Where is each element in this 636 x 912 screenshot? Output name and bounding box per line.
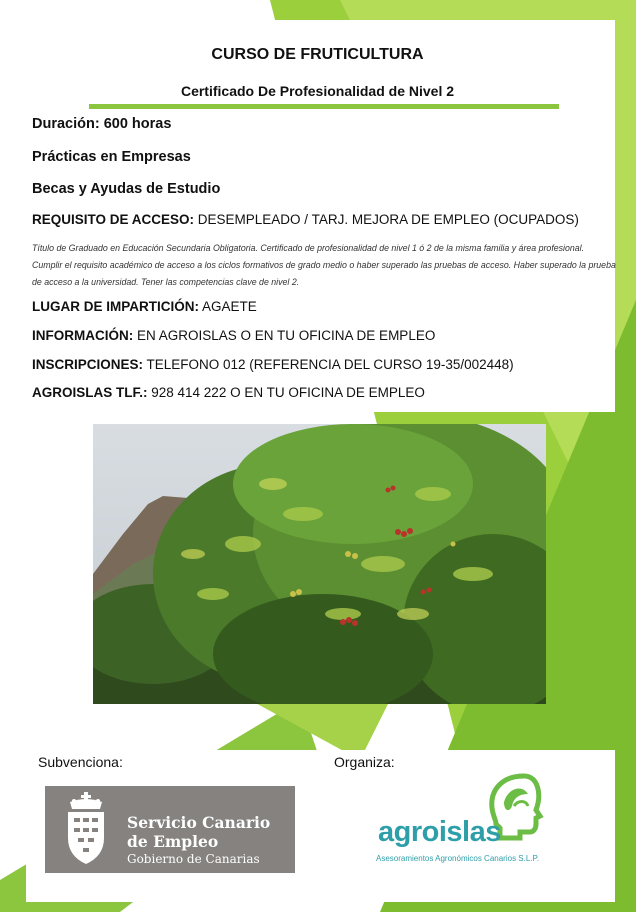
grants-text: Becas y Ayudas de Estudio (32, 181, 221, 197)
registration-label: INSCRIPCIONES: (32, 357, 144, 372)
place-line (32, 299, 257, 314)
registration-value: TELEFONO 012 (REFERENCIA DEL CURSO 19-35/002448) (143, 357, 514, 372)
agroislas-wordmark: agroislas (378, 816, 501, 848)
phone-value: 928 414 222 O EN TU OFICINA DE EMPLEO (147, 385, 425, 400)
canary-islands-coat-of-arms-icon (62, 792, 110, 868)
title-divider (89, 104, 559, 109)
access-requirement (32, 212, 579, 227)
practices-text: Prácticas en Empresas (32, 149, 191, 165)
information-value: EN AGROISLAS O EN TU OFICINA DE EMPLEO (133, 328, 436, 343)
servicio-canario-empleo-logo (45, 786, 295, 873)
duration-text: Duración: 600 horas (32, 116, 172, 132)
sce-name-line1: Servicio Canario (127, 813, 271, 832)
registration-line (32, 357, 514, 372)
place-value: AGAETE (199, 299, 257, 314)
sce-government: Gobierno de Canarias (127, 852, 260, 866)
place-label: LUGAR DE IMPARTICIÓN: (32, 299, 199, 314)
funded-by-label: Subvenciona: (38, 754, 123, 770)
access-value: DESEMPLEADO / TARJ. MEJORA DE EMPLEO (OCUPADOS) (194, 212, 579, 227)
organized-by-label: Organiza: (334, 754, 395, 770)
coffee-plant-photo (93, 424, 546, 704)
information-label: INFORMACIÓN: (32, 328, 134, 343)
sce-name-line2: de Empleo (127, 832, 219, 851)
phone-line (32, 385, 425, 400)
agroislas-tagline: Asesoramientos Agronómicos Canarios S.L.P. (376, 854, 540, 863)
page-subtitle: Certificado De Profesionalidad de Nivel 2 (180, 83, 455, 99)
page-title: CURSO DE FRUTICULTURA (211, 46, 424, 63)
access-label: REQUISITO DE ACCESO: (32, 212, 195, 227)
phone-label: AGROISLAS TLF.: (32, 385, 148, 400)
agroislas-logo (370, 772, 570, 872)
requirements-text: Título de Graduado en Educación Secundaria Obligatoria. Certificado de profesionalidad de nivel 1 ó 2 de la misma familia y área profesional. Cumplir el requisito académico de acceso a los ciclos formativos de grado medio o haber superado las pruebas de acceso. Haber superado la prueba de acceso a la universidad. Tener las competencias clave de nivel 2. (32, 243, 616, 287)
information-line (32, 328, 435, 343)
